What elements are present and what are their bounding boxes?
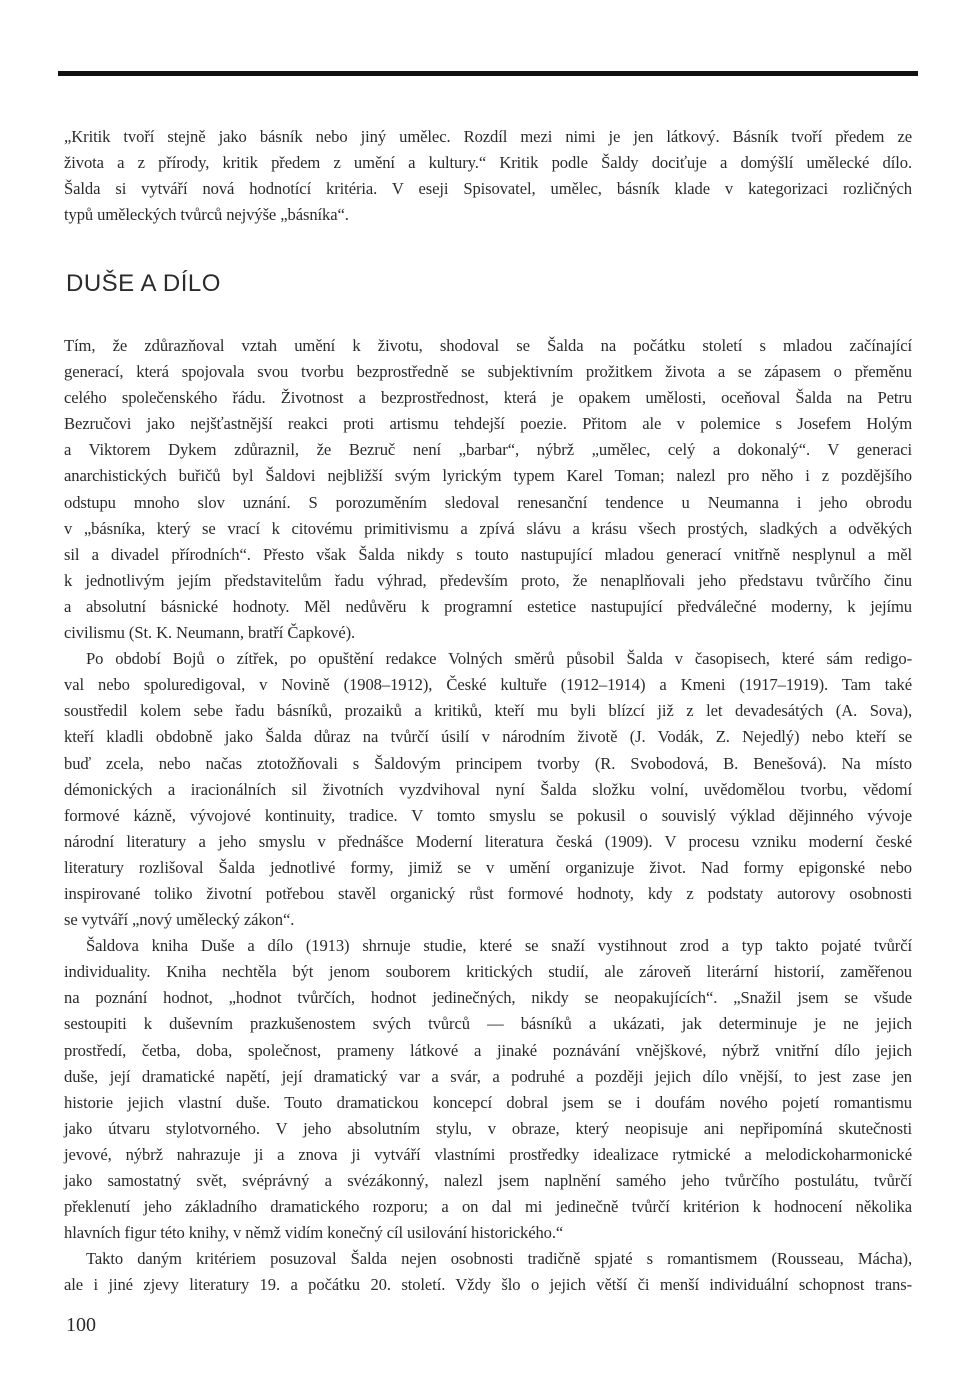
text-line: anarchistických buřičů byl Šaldovi nejbližší svým lyrickým typem Karel Toman; nalezl pro něho i z pozdějšího	[64, 466, 912, 486]
text-line: jako samostatný svět, svéprávný a svézákonný, nalezl jsem naplnění samého jeho tvůrčího postulátu, tvůrčí	[64, 1171, 912, 1190]
section-heading: DUŠE A DÍLO	[66, 270, 221, 297]
text-line: na poznání hodnot, „hodnot tvůrčích, hodnot jedinečných, nikdy se neopakujících“. „Snažil jsem se všude	[64, 988, 912, 1008]
text-line: generací, která spojovala svou tvorbu bezprostředně se subjektivním prožitkem života a se zápasem o přeměnu	[64, 362, 912, 382]
text-line: překlenutí jeho základního dramatického rozporu; a on dal mi jedinečně tvůrčí kritérion k hodnocení několika	[64, 1197, 912, 1217]
text-line: jevové, nýbrž nahrazuje ji a znova ji vytváří vlastními prostředky idealizace rytmické a melodickoharmonické	[64, 1144, 912, 1164]
text-line: historie jejich vlastní duše. Touto dramatickou koncepcí dobral jsem se i doufám nového pojetí romantismu	[64, 1092, 912, 1112]
text-line: Takto daným kritériem posuzoval Šalda nejen osobnosti tradičně spjaté s romantismem (Rousseau, Mácha),	[86, 1249, 912, 1269]
text-line: a Viktorem Dykem zdůraznil, že Bezruč není „barbar“, nýbrž „umělec, celý a dokonalý“. V generaci	[64, 440, 912, 460]
text-line: soustředil kolem sebe řadu básníků, prozaiků a kritiků, kteří mu byli blízcí již z let devadesátých (A. Sova),	[64, 701, 912, 721]
intro-paragraph	[64, 124, 912, 228]
text-line: literatury rozlišoval Šalda jednotlivé formy, jimiž se v umění organizuje život. Nad formy epigonské nebo	[64, 857, 912, 877]
text-line: civilismu (St. K. Neumann, bratří Čapkové).	[64, 623, 356, 643]
text-line: Bezručovi jako nejšťastnější reakci proti artismu tehdejší poezie. Přitom ale v polemice s Josefem Holým	[64, 414, 912, 434]
text-line: individuality. Kniha nechtěla být jenom souborem kritických studií, ale zároveň literární historií, zaměřenou	[64, 962, 912, 982]
text-line: Tím, že zdůrazňoval vztah umění k životu, shodoval se Šalda na počátku století s mladou začínající	[64, 336, 912, 355]
text-line: val nebo spoluredigoval, v Novině (1908–1912), České kultuře (1912–1914) a Kmeni (1917–1919). Tam také	[64, 675, 912, 695]
top-rule	[58, 71, 918, 76]
text-line: buď zcela, nebo načas ztotožňovali s Šaldovým principem tvorby (R. Svobodová, B. Benešová). Na místo	[64, 753, 912, 773]
text-line: „Kritik tvoří stejně jako básník nebo jiný umělec. Rozdíl mezi nimi je jen látkový. Básník tvoří předem ze	[64, 127, 912, 146]
text-line: se vytváří „nový umělecký zákon“.	[64, 910, 295, 930]
text-line: formové kázně, vývojové kontinuity, tradice. V tomto smyslu se pokusil o souvislý výklad dějinného vývoje	[64, 805, 912, 825]
text-line: Šalda si vytváří nová hodnotící kritéria. V eseji Spisovatel, umělec, básník klade v kategorizaci rozličných	[64, 179, 912, 199]
text-line: jako útvaru stylotvorného. V jeho absolutním stylu, v obraze, který neopisuje ani nepřipomíná skutečnosti	[64, 1118, 912, 1138]
body-text	[64, 333, 912, 1298]
page-number: 100	[66, 1314, 96, 1336]
text-line: inspirované toliko životní potřebou stavěl organický růst formové hodnoty, kdy z podstaty autorovy osobnosti	[64, 883, 912, 903]
text-line: kteří kladli obdobně jako Šalda důraz na tvůrčí úsilí v národním životě (J. Vodák, Z. Nejedlý) nebo kteří se	[64, 727, 912, 747]
text-line: démonických a iracionálních sil životních vyzdvihoval nyní Šalda složku volní, uvědomělou tvorbu, vědomí	[64, 779, 912, 799]
text-line: a absolutní básnické hodnoty. Měl nedůvěru k programní estetice nastupující předválečné moderny, k jejímu	[64, 596, 912, 616]
text-line: typů uměleckých tvůrců nejvýše „básníka“.	[64, 205, 349, 225]
text-line: v „básníka, který se vrací k citovému primitivismu a zpívá slávu a krásu všech prostých, sladkých a odvěkých	[64, 518, 912, 538]
text-line: sestoupiti k duševním prazkušenostem svých tvůrců — básníků a ukázati, jak determinuje je ne jejich	[64, 1014, 912, 1034]
text-line: Po období Bojů o zítřek, po opuštění redakce Volných směrů působil Šalda v časopisech, které sám redigo-	[86, 649, 912, 669]
text-line: celého společenského řádu. Životnost a bezprostřednost, která je opakem umělosti, oceňoval Šalda na Petru	[64, 388, 912, 408]
text-line: k jednotlivým jejím představitelům řadu výhrad, především proto, že nenaplňovali jeho představu tvůrčího činu	[64, 570, 912, 590]
text-line: duše, její dramatické napětí, její dramatický var a svár, a podruhé a později jejich dílo vnější, to jest zase jen	[64, 1066, 912, 1086]
text-line: ale i jiné zjevy literatury 19. a počátku 20. století. Vždy šlo o jejich větší či menší individuální schopnost trans-	[64, 1275, 912, 1295]
text-line: sil a divadel přírodních“. Přesto však Šalda nikdy s touto nastupující mladou generací vnitřně nesplynul a měl	[64, 544, 912, 564]
text-line: národní literatury a jeho smyslu v přednášce Moderní literatura česká (1909). V procesu vzniku moderní české	[64, 831, 912, 851]
text-line: hlavních figur této knihy, v němž vidím konečný cíl usilování historického.“	[64, 1223, 564, 1243]
text-line: prostředí, četba, doba, společnost, prameny látkové a jinaké poznávání vnějškové, nýbrž vnitřní dílo jejich	[64, 1040, 912, 1060]
text-line: života a z přírody, kritik předem z umění a kultury.“ Kritik podle Šaldy dociťuje a domýšlí umělecké dílo.	[64, 153, 912, 173]
text-line: odstupu mnoho slov uznání. S porozuměním sledoval renesanční tendence u Neumanna i jeho obrodu	[64, 492, 912, 512]
text-line: Šaldova kniha Duše a dílo (1913) shrnuje studie, které se snaží vystihnout zrod a typ takto pojaté tvůrčí	[86, 936, 912, 956]
